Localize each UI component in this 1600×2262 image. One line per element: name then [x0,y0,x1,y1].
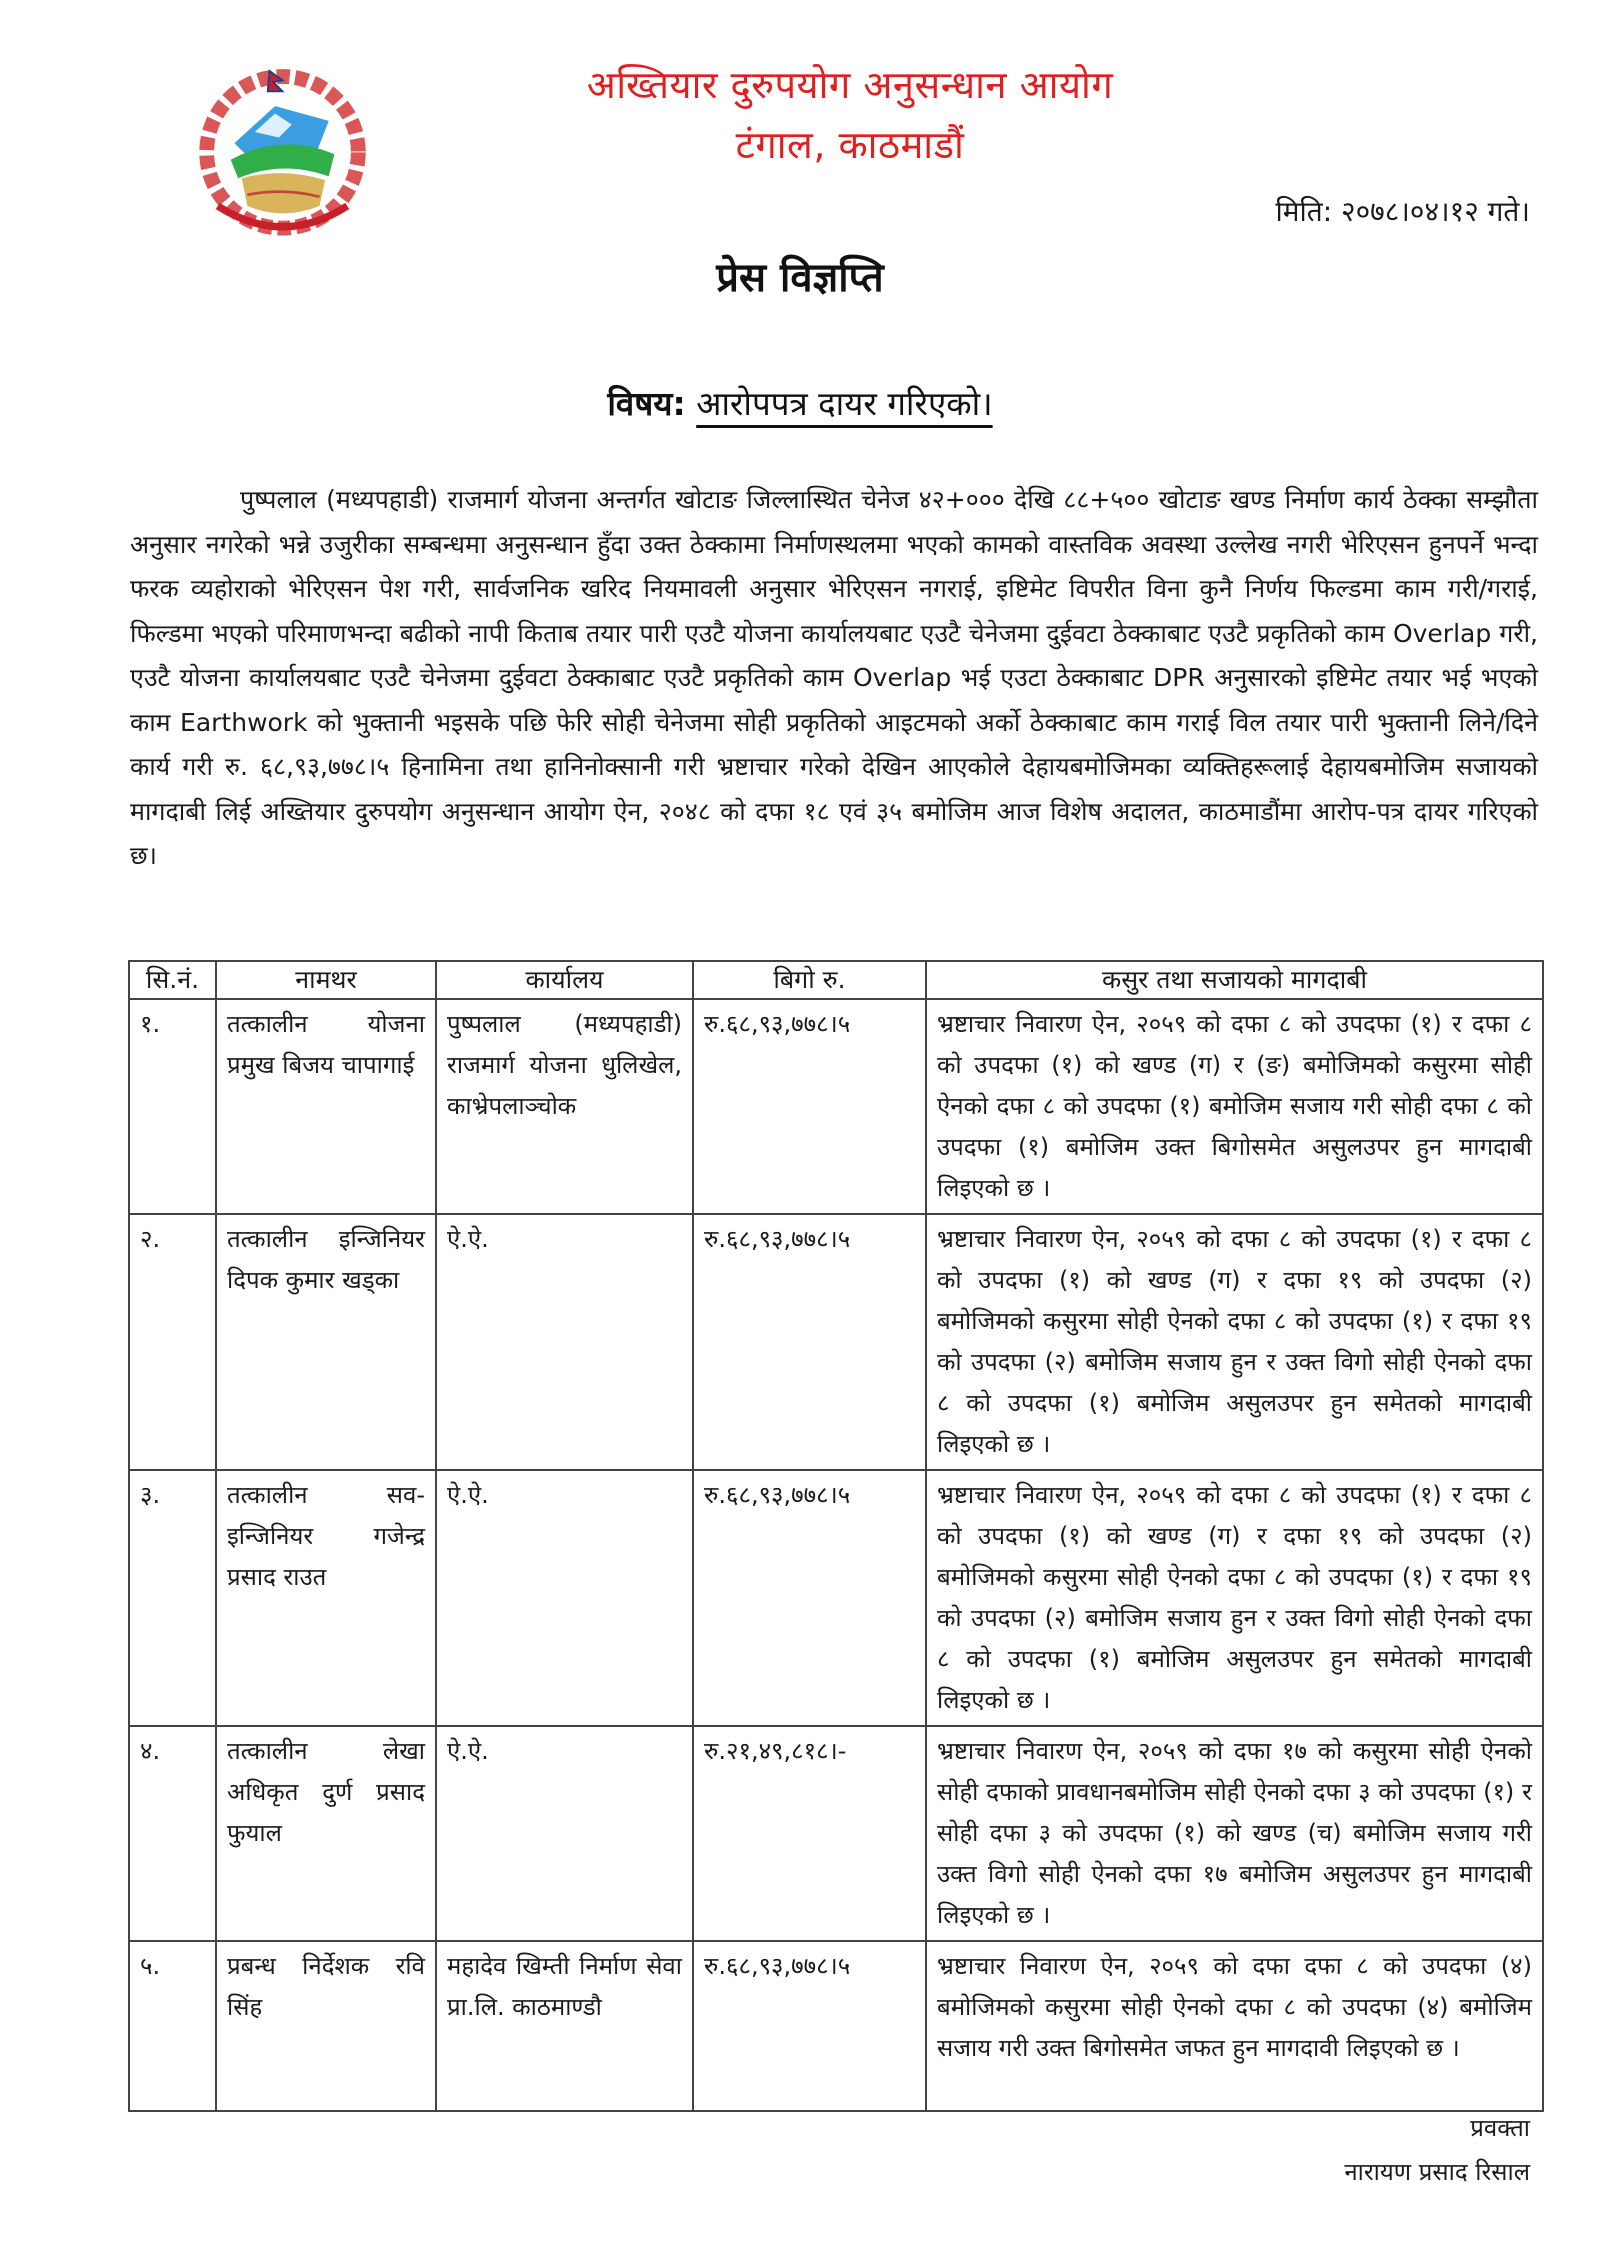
cell-office: ऐ.ऐ. [436,1214,693,1470]
cell-serial-no: ३. [129,1470,216,1726]
cell-serial-no: ४. [129,1726,216,1941]
cell-serial-no: २. [129,1214,216,1470]
header-office: कार्यालय [436,961,693,999]
subject-label: विषय: [607,384,686,423]
cell-charges: भ्रष्टाचार निवारण ऐन, २०५९ को दफा ८ को उपदफा (१) र दफा ८ को उपदफा (१) को खण्ड (ग) र दफा १९ को उपदफा (२) बमोजिमको कसुरमा सोही ऐनको दफा ८ को उपदफा (१) र दफा १९ को उपदफा (२) बमोजिम सजाय हुन र उक्त विगो सोही ऐनको दफा ८ को उपदफा (१) बमोजिम असुलउपर हुन समेतको मागदाबी लिइएको छ । [926,1214,1543,1470]
document-type-heading: प्रेस विज्ञप्ति [716,255,884,301]
cell-charges: भ्रष्टाचार निवारण ऐन, २०५९ को दफा दफा ८ को उपदफा (४) बमोजिमको कसुरमा सोही ऐनको दफा ८ को उपदफा (४) बमोजिम सजाय गरी उक्त बिगोसमेत जफत हुन मागदावी लिइएको छ । [926,1941,1543,2111]
nepal-emblem-icon [190,58,375,243]
charges-table [128,960,1544,2112]
signatory-title: प्रवक्ता [1470,2114,1530,2142]
cell-amount: रु.६८,९३,७७८।५ [693,999,926,1214]
cell-name: तत्कालीन इन्जिनियर दिपक कुमार खड्का [216,1214,436,1470]
cell-charges: भ्रष्टाचार निवारण ऐन, २०५९ को दफा ८ को उपदफा (१) र दफा ८ को उपदफा (१) को खण्ड (ग) र दफा १९ को उपदफा (२) बमोजिमको कसुरमा सोही ऐनको दफा ८ को उपदफा (१) र दफा १९ को उपदफा (२) बमोजिम सजाय हुन र उक्त विगो सोही ऐनको दफा ८ को उपदफा (१) बमोजिम असुलउपर हुन समेतको मागदाबी लिइएको छ । [926,1470,1543,1726]
table-header-row [129,961,1543,999]
date-label: मिति: [1275,195,1333,228]
cell-office: ऐ.ऐ. [436,1470,693,1726]
table-row [129,1470,1543,1726]
body-paragraph: पुष्पलाल (मध्यपहाडी) राजमार्ग योजना अन्तर्गत खोटाङ जिल्लास्थित चेनेज ४२+००० देखि ८८+५०० खोटाङ खण्ड निर्माण कार्य ठेक्का सम्झौता अनुसार नगरेको भन्ने उजुरीका सम्बन्धमा अनुसन्धान हुँदा उक्त ठेक्कामा निर्माणस्थलमा भएको कामको वास्तविक अवस्था उल्लेख नगरी भेरिएसन हुनपर्ने भन्दा फरक व्यहोराको भेरिएसन पेश गरी, सार्वजनिक खरिद नियमावली अनुसार भेरिएसन नगराई, इष्टिमेट विपरीत विना कुनै निर्णय फिल्डमा काम गरी/गराई, फिल्डमा भएको परिमाणभन्दा बढीको नापी किताब तयार पारी एउटै योजना कार्यालयबाट एउटै चेनेजमा दुईवटा ठेक्काबाट एउटै प्रकृतिको काम Overlap गरी, एउटै योजना कार्यालयबाट एउटै चेनेजमा दुईवटा ठेक्काबाट एउटै प्रकृतिको काम Overlap भई एउटा ठेक्काबाट DPR अनुसारको इष्टिमेट तयार भई भएको काम Earthwork को भुक्तानी भइसके पछि फेरि सोही चेनेजमा सोही प्रकृतिको आइटमको अर्को ठेक्काबाट काम गराई विल तयार पारी भुक्तानी लिने/दिने कार्य गरी रु. ६८,९३,७७८।५ हिनामिना तथा हानिनोक्सानी गरी भ्रष्टाचार गरेको देखिन आएकोले देहायबमोजिमका व्यक्तिहरूलाई देहायबमोजिम सजायको मागदाबी लिई अख्तियार दुरुपयोग अनुसन्धान आयोग ऐन, २०४८ को दफा १८ एवं ३५ बमोजिम आज विशेष अदालत, काठमाडौंमा आरोप-पत्र दायर गरिएको छ। [130,485,1538,870]
header-name: नामथर [216,961,436,999]
cell-serial-no: १. [129,999,216,1214]
header-charges: कसुर तथा सजायको मागदाबी [926,961,1543,999]
cell-name: तत्कालीन योजना प्रमुख बिजय चापागाई [216,999,436,1214]
cell-name: प्रबन्ध निर्देशक रवि सिंह [216,1941,436,2111]
date-line [1275,192,1530,230]
subject-text: आरोपपत्र दायर गरिएको। [696,384,993,423]
cell-charges: भ्रष्टाचार निवारण ऐन, २०५९ को दफा ८ को उपदफा (१) र दफा ८ को उपदफा (१) को खण्ड (ग) र (ङ) बमोजिमको कसुरमा सोही ऐनको दफा ८ को उपदफा (१) बमोजिम सजाय गरी सोही दफा ८ को उपदफा (१) बमोजिम उक्त बिगोसमेत असुलउपर हुन मागदाबी लिइएको छ । [926,999,1543,1214]
table-row [129,1941,1543,2111]
subject-line [0,380,1600,425]
cell-name: तत्कालीन लेखा अधिकृत दुर्ण प्रसाद फुयाल [216,1726,436,1941]
cell-amount: रु.६८,९३,७७८।५ [693,1470,926,1726]
table-row [129,1214,1543,1470]
signatory-name: नारायण प्रसाद रिसाल [1344,2158,1530,2186]
cell-serial-no: ५. [129,1941,216,2111]
organization-name: अख्तियार दुरुपयोग अनुसन्धान आयोग [586,63,1114,107]
header-serial-no: सि.नं. [129,961,216,999]
header-amount: बिगो रु. [693,961,926,999]
signature-block [1344,2106,1530,2194]
cell-office: पुष्पलाल (मध्यपहाडी) राजमार्ग योजना धुलिखेल, काभ्रेपलाञ्चोक [436,999,693,1214]
cell-charges: भ्रष्टाचार निवारण ऐन, २०५९ को दफा १७ को कसुरमा सोही ऐनको सोही दफाको प्रावधानबमोजिम सोही ऐनको दफा ३ को उपदफा (१) र सोही दफा ३ को उपदफा (१) को खण्ड (च) बमोजिम सजाय गरी उक्त विगो सोही ऐनको दफा १७ बमोजिम असुलउपर हुन मागदाबी लिइएको छ । [926,1726,1543,1941]
cell-office: ऐ.ऐ. [436,1726,693,1941]
cell-amount: रु.६८,९३,७७८।५ [693,1214,926,1470]
organization-location: टंगाल, काठमाडौं [735,123,965,167]
date-value: २०७८।०४।१२ गते। [1341,195,1530,228]
cell-office: महादेव खिम्ती निर्माण सेवा प्रा.लि. काठमाण्डौ [436,1941,693,2111]
cell-name: तत्कालीन सव-इन्जिनियर गजेन्द्र प्रसाद राउत [216,1470,436,1726]
table-row [129,1726,1543,1941]
table-row [129,999,1543,1214]
cell-amount: रु.२१,४९,८१८।- [693,1726,926,1941]
cell-amount: रु.६८,९३,७७८।५ [693,1941,926,2111]
